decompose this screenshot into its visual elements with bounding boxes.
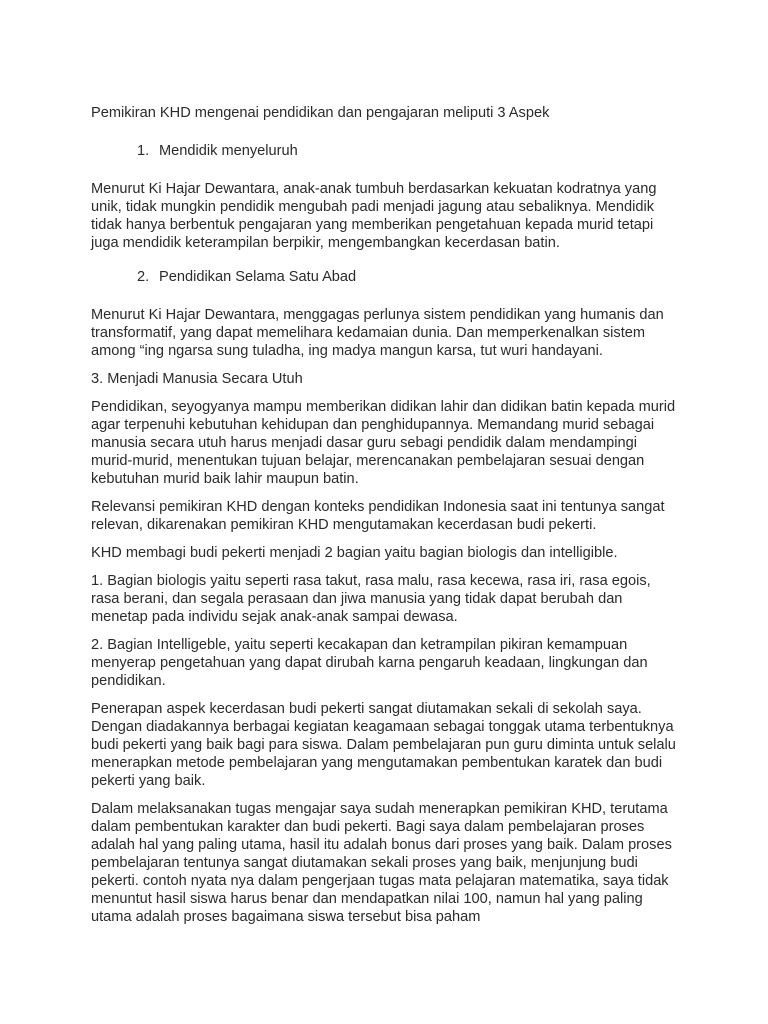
intro-line: Pemikiran KHD mengenai pendidikan dan pengajaran meliputi 3 Aspek	[91, 105, 550, 121]
list-number: 2.	[137, 269, 150, 285]
paragraph-6: 1. Bagian biologis yaitu seperti rasa takut, rasa malu, rasa kecewa, rasa iri, rasa egois, rasa berani, dan segala perasaan dan jiwa manusia yang tidak dapat berubah dan menetap pada individu sejak anak-anak sampai dewasa.	[91, 573, 651, 625]
list-title: Mendidik menyeluruh	[159, 143, 298, 159]
paragraph-9: Dalam melaksanakan tugas mengajar saya sudah menerapkan pemikiran KHD, terutama dalam pembentukan karakter dan budi pekerti. Bagi saya dalam pembelajaran proses adalah hal yang paling utama, hasil itu adalah bonus dari proses yang baik. Dalam proses pembelajaran tentunya sangat diutamakan sekali proses yang baik, menjunjung budi pekerti. contoh nyata nya dalam pengerjaan tugas mata pelajaran matematika, saya tidak menuntut hasil siswa harus benar dan mendapatkan nilai 100, namun hal yang paling utama adalah proses bagaimana siswa tersebut bisa paham	[91, 801, 672, 925]
paragraph-7: 2. Bagian Intelligeble, yaitu seperti kecakapan dan ketrampilan pikiran kemampuan menyerap pengetahuan yang dapat dirubah karna pengaruh keadaan, lingkungan dan pendidikan.	[91, 637, 648, 689]
paragraph-2: Menurut Ki Hajar Dewantara, menggagas perlunya sistem pendidikan yang humanis dan transformatif, yang dapat memelihara kedamaian dunia. Dan memperkenalkan sistem among “ing ngarsa sung tuladha, ing madya mangun karsa, tut wuri handayani.	[91, 307, 664, 359]
paragraph-3: Pendidikan, seyogyanya mampu memberikan didikan lahir dan didikan batin kepada murid agar terpenuhi kebutuhan kehidupan dan penghidupannya. Memandang murid sebagai manusia secara utuh harus menjadi dasar guru sebagi pendidik dalam mendampingi murid-murid, menentukan tujuan belajar, merencanakan pembelajaran sesuai dengan kebutuhan murid baik lahir maupun batin.	[91, 399, 676, 487]
paragraph-8: Penerapan aspek kecerdasan budi pekerti sangat diutamakan sekali di sekolah saya. Dengan diadakannya berbagai kegiatan keagamaan sebagai tonggak utama terbentuknya budi pekerti yang baik bagi para siswa. Dalam pembelajaran pun guru diminta untuk selalu menerapkan metode pembelajaran yang mengutamakan pembentukan karatek dan budi pekerti yang baik.	[91, 701, 676, 789]
list-title: Pendidikan Selama Satu Abad	[159, 269, 357, 285]
paragraph-4: Relevansi pemikiran KHD dengan konteks pendidikan Indonesia saat ini tentunya sangat relevan, dikarenakan pemikiran KHD mengutamakan kecerdasan budi pekerti.	[91, 499, 665, 533]
paragraph-5: KHD membagi budi pekerti menjadi 2 bagian yaitu bagian biologis dan intelligible.	[91, 545, 618, 561]
paragraph-1: Menurut Ki Hajar Dewantara, anak-anak tumbuh berdasarkan kekuatan kodratnya yang unik, tidak mungkin pendidik mengubah padi menjadi jagung atau sebaliknya. Mendidik tidak hanya berbentuk pengajaran yang memberikan pengetahuan kepada murid tetapi juga mendidik keterampilan berpikir, mengembangkan kecerdasan batin.	[91, 181, 657, 251]
list-number: 1.	[137, 143, 150, 159]
numbered-heading-2	[91, 268, 681, 286]
numbered-heading-3: 3. Menjadi Manusia Secara Utuh	[91, 371, 303, 387]
document-body	[91, 104, 681, 936]
numbered-heading-1	[91, 142, 681, 160]
